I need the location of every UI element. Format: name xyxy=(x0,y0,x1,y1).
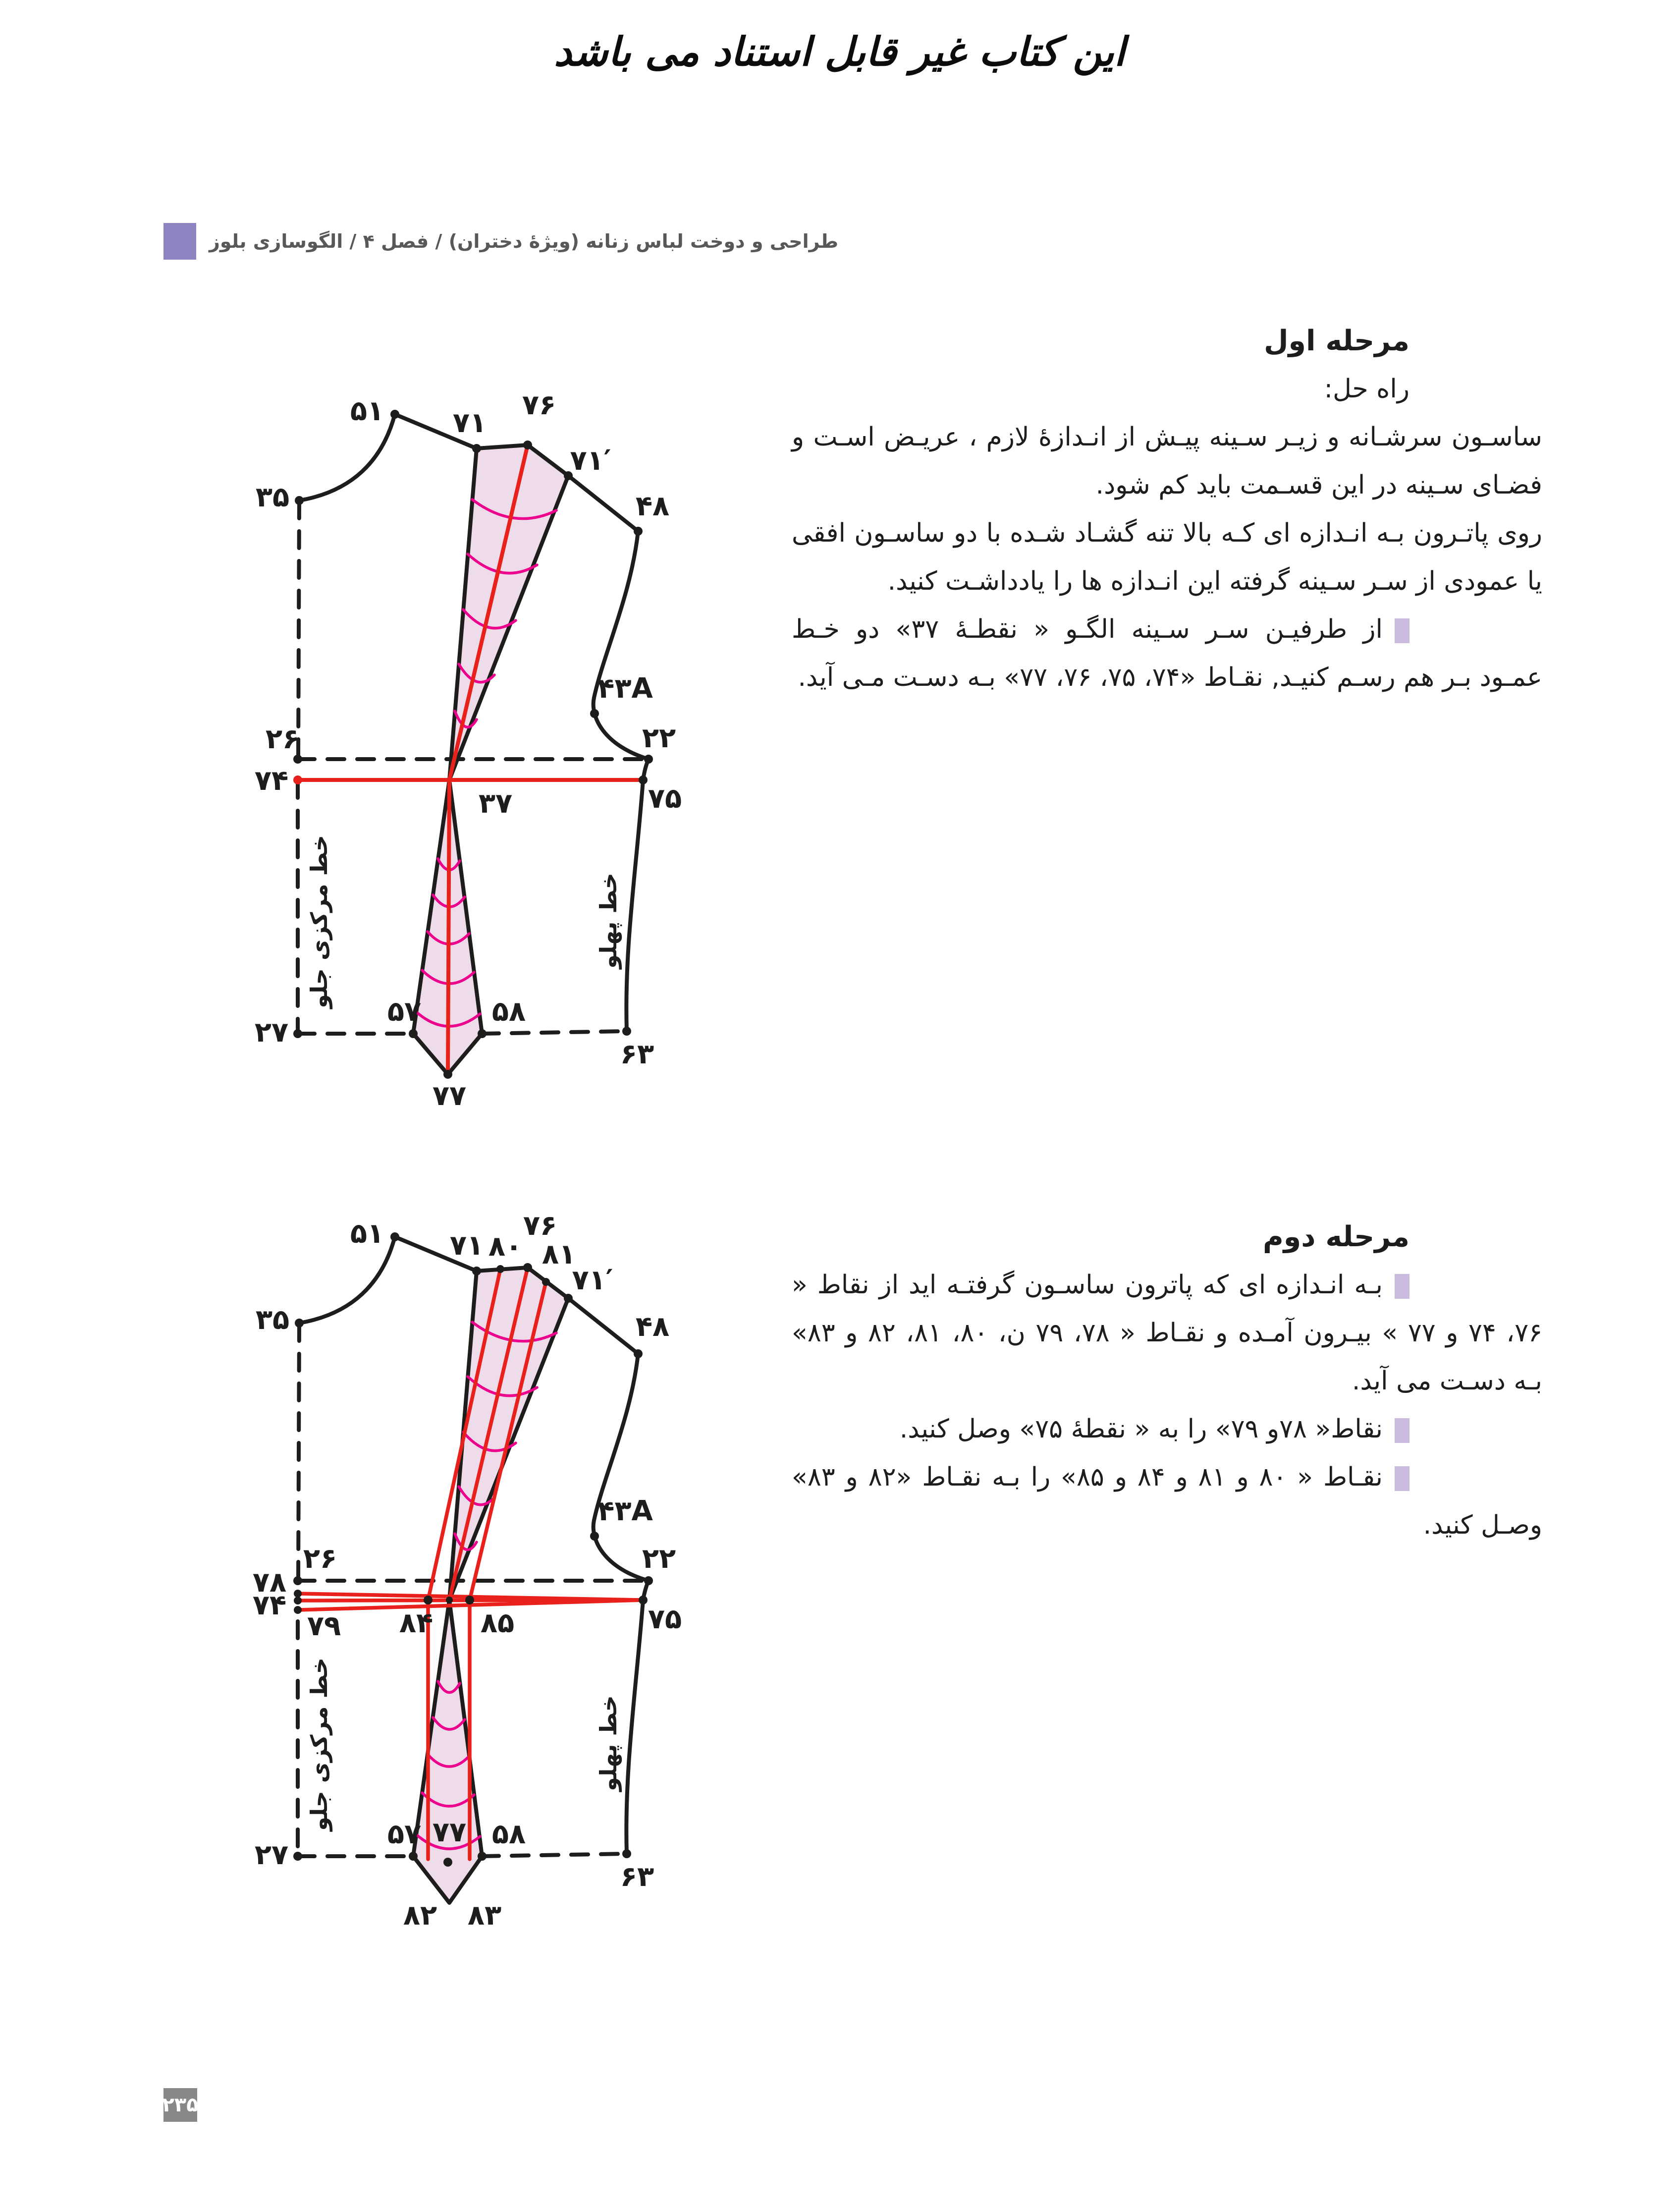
section-stage-2 xyxy=(792,1213,1542,1549)
side-line-label: خط پهلو xyxy=(595,1695,622,1791)
armhole-curve xyxy=(594,531,649,759)
stage1-paragraph-1: ساسـون سرشـانه و زیـر سـینه پیـش از انـدازهٔ لازم ، عریـض اسـت و فضـای سـینه در این قسـمت باید کم شود. xyxy=(792,422,1542,500)
point-label-77: ۷۷ xyxy=(432,1816,467,1848)
lower-dart xyxy=(413,1600,482,1903)
point-label-51: ۵۱ xyxy=(350,395,384,427)
point-label-48: ۴۸ xyxy=(635,490,670,522)
point-label-26: ۲۶ xyxy=(265,723,300,755)
chapter-header-title: طراحی و دوخت لباس زنانه (ویژهٔ دختران) / فصل ۴ / الگوسازی بلوز xyxy=(209,230,839,252)
side-seam xyxy=(626,759,649,1031)
center-front-upper-dashed xyxy=(298,1324,299,1580)
waist-dashed-right xyxy=(482,1031,627,1034)
stage2-heading: مرحله دوم xyxy=(1263,1220,1409,1253)
point-label-85: ۸۵ xyxy=(480,1607,515,1639)
bullet-square-icon xyxy=(1395,1418,1409,1443)
neckline-curve xyxy=(299,1237,395,1323)
point-label-76: ۷۶ xyxy=(522,389,556,421)
bullet-square-icon xyxy=(1395,1466,1409,1491)
point-label-48: ۴۸ xyxy=(635,1311,670,1343)
point-label-22: ۲۲ xyxy=(642,722,676,754)
dart-shapes xyxy=(413,1268,568,1903)
center-front-upper-dashed xyxy=(298,501,299,758)
point-label-71prime: ۷۱′ xyxy=(572,1264,613,1296)
point-label-63: ۶۳ xyxy=(620,1038,654,1070)
point-label-77: ۷۷ xyxy=(432,1080,467,1110)
stage2-bullet-3 xyxy=(792,1453,1542,1549)
stage1-bullet-1-text: از طرفیـن سـر سـینه الگـو « نقطـهٔ ۳۷» دو خـط عمـود بـر هم رسـم کنیـد, نقـاط «۷۴، ۷۵، ۷۶، ۷۷» بـه دسـت مـی آید. xyxy=(792,614,1542,692)
point-label-51: ۵۱ xyxy=(350,1217,384,1250)
waist-dashed-right xyxy=(482,1854,627,1856)
point-label-71: ۷۱ xyxy=(452,407,487,439)
point-label-74: ۷۴ xyxy=(254,765,289,797)
point-label-84: ۸۴ xyxy=(399,1607,433,1639)
point-label-75: ۷۵ xyxy=(648,1603,682,1635)
point-label-75: ۷۵ xyxy=(648,782,682,815)
stage1-solution-label: راه حل: xyxy=(1324,374,1409,404)
point-label-63: ۶۳ xyxy=(620,1861,654,1893)
red-line-37-77 xyxy=(448,780,449,1074)
page-number-badge xyxy=(163,2088,197,2122)
section-stage-1 xyxy=(792,317,1542,702)
point-label-76: ۷۶ xyxy=(523,1210,557,1242)
armhole-curve xyxy=(594,1354,649,1581)
stage2-bullet-2-text: نقاط« ۷۸و ۷۹» را به « نقطهٔ ۷۵» وصل کنید. xyxy=(899,1414,1383,1444)
point-label-43a: ۴۳A xyxy=(597,672,653,705)
stage1-bullet-1 xyxy=(792,606,1542,702)
header-square-icon xyxy=(163,223,196,260)
pattern-diagram-stage-1 xyxy=(208,367,783,1110)
point-label-35: ۳۵ xyxy=(255,1304,290,1336)
stage2-bullet-1 xyxy=(792,1261,1542,1405)
point-label-79: ۷۹ xyxy=(307,1610,341,1642)
shoulder-dart-to-armhole xyxy=(568,1298,638,1354)
point-label-82: ۸۲ xyxy=(403,1899,437,1932)
point-label-71prime: ۷۱′ xyxy=(570,444,611,477)
stage2-bullet-2 xyxy=(792,1405,1542,1453)
point-label-58: ۵۸ xyxy=(491,995,526,1028)
page-number: ۲۳۵ xyxy=(162,2094,199,2116)
stage1-paragraph-2: روی پاتـرون بـه انـدازه ای کـه بالا تنه گشـاد شـده با دو ساسـون افقی یا عمودی از سـر سـینه گرفته این انـدازه ها را یادداشـت کنید. xyxy=(792,518,1542,596)
point-label-57: ۵۷ xyxy=(387,1818,422,1850)
point-label-71: ۷۱ xyxy=(449,1229,484,1262)
neckline-curve xyxy=(299,414,395,500)
point-label-83: ۸۳ xyxy=(467,1899,502,1932)
chapter-header xyxy=(163,223,838,260)
bullet-square-icon xyxy=(1395,618,1409,643)
point-label-74: ۷۴ xyxy=(252,1589,287,1621)
side-line-label: خط پهلو xyxy=(595,873,622,969)
point-label-27: ۲۷ xyxy=(254,1016,289,1049)
point-label-22: ۲۲ xyxy=(642,1543,676,1575)
point-label-58: ۵۸ xyxy=(491,1818,526,1850)
side-seam xyxy=(626,1581,649,1854)
point-label-27: ۲۷ xyxy=(254,1839,289,1871)
point-label-37: ۳۷ xyxy=(478,787,513,820)
point-label-81: ۸۱ xyxy=(542,1238,576,1271)
point-label-80: ۸۰ xyxy=(488,1230,523,1263)
point-label-57: ۵۷ xyxy=(387,995,422,1028)
center-front-line-label: خط مرکزی جلو xyxy=(306,1658,332,1831)
shoulder-dart-to-armhole xyxy=(568,476,638,531)
point-label-43a: ۴۳A xyxy=(597,1495,653,1527)
point-label-26: ۲۶ xyxy=(303,1543,337,1575)
center-front-line-label: خط مرکزی جلو xyxy=(306,835,332,1008)
watermark-text: این کتاب غیر قابل استناد می باشد xyxy=(554,29,1125,75)
point-label-78: ۷۸ xyxy=(252,1566,287,1599)
stage2-bullet-1-text: بـه انـدازه ای که پاترون ساسـون گرفتـه اید از نقاط « ۷۶، ۷۴ و ۷۷ » بیـرون آمـده و نقـاط « ۷۸، ۷۹ ن، ۸۰، ۸۱، ۸۲ و ۸۳» بـه دسـت می آید. xyxy=(792,1270,1543,1396)
stage2-bullet-3-text: نقـاط « ۸۰ و ۸۱ و ۸۴ و ۸۵» را بـه نقـاط «۸۲ و ۸۳» وصـل کنید. xyxy=(792,1462,1542,1540)
stage1-heading: مرحله اول xyxy=(1264,325,1409,357)
pattern-diagram-stage-2 xyxy=(208,1189,783,1933)
point-label-35: ۳۵ xyxy=(255,481,290,513)
bullet-square-icon xyxy=(1395,1274,1409,1299)
